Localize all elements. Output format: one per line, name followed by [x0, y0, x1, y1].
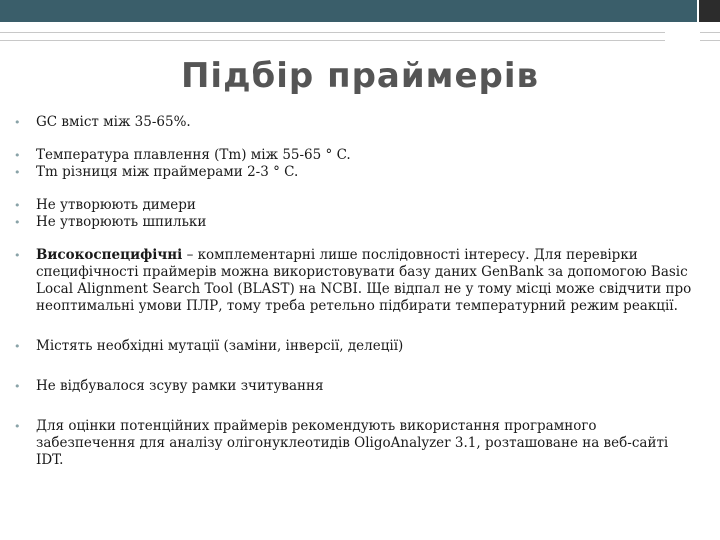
list-item-text: Температура плавлення (Tm) між 55-65 ° C.: [36, 147, 351, 163]
header-decoration: [0, 0, 720, 22]
list-item: [14, 418, 694, 469]
list-item-text: Містять необхідні мутації (заміни, інверсії, делеції): [36, 338, 404, 354]
bullet-icon: •: [14, 116, 21, 129]
list-item-text: Не відбувалося зсуву рамки зчитування: [36, 378, 324, 394]
header-rule-bottom: [0, 40, 665, 41]
list-item: [14, 378, 694, 395]
bullet-list: [14, 114, 694, 469]
list-item-text: Tm різниця між праймерами 2-3 ° C.: [36, 164, 299, 180]
bullet-icon: •: [14, 216, 21, 229]
list-item-text: Для оцінки потенційних праймерів рекомендують використання програмного забезпечення для аналізу олігонуклеотидів OligoAnalyzer 3.1, розташоване на веб-сайті IDT.: [36, 418, 669, 468]
list-item: [14, 247, 694, 315]
header-corner-block: [699, 0, 720, 22]
bullet-icon: •: [14, 249, 21, 262]
list-item: [14, 164, 694, 181]
bullet-icon: •: [14, 420, 21, 433]
list-item: [14, 214, 694, 231]
header-band: [0, 0, 697, 22]
slide-title: Підбір праймерів: [180, 56, 540, 96]
bullet-icon: •: [14, 340, 21, 353]
bullet-icon: •: [14, 380, 21, 393]
list-item: [14, 114, 694, 131]
header-rule-right-top: [700, 32, 720, 33]
header-rule-top: [0, 32, 665, 33]
header-rule-right-bottom: [700, 40, 720, 41]
list-item: [14, 338, 694, 355]
list-item: [14, 197, 694, 214]
list-item-bold-text: Високоспецифічні: [36, 247, 183, 263]
list-item-text: Не утворюють шпильки: [36, 214, 207, 230]
list-item: [14, 147, 694, 164]
bullet-icon: •: [14, 166, 21, 179]
bullet-icon: •: [14, 199, 21, 212]
list-item-text: GC вміст між 35-65%.: [36, 114, 191, 130]
bullet-icon: •: [14, 149, 21, 162]
list-item-text: Не утворюють димери: [36, 197, 196, 213]
list-item-text: – комплементарні лише послідовності інтересу. Для перевірки специфічності праймерів можна використовувати базу даних GenBank за допомогою Basic Local Alignment Search Tool (BLAST) на NCBI. Ще відпал не у тому місці може свідчити про неоптимальні умови ПЛР, тому треба ретельно підбирати температурний режим реакції.: [36, 247, 692, 314]
